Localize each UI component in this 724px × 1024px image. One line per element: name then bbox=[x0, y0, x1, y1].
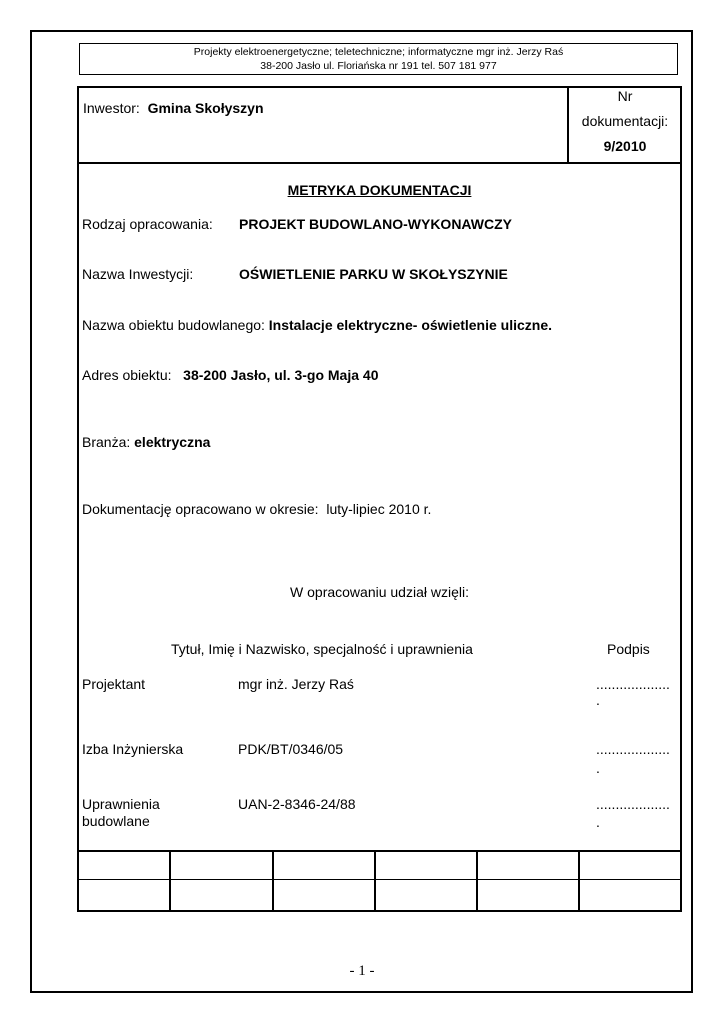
grid-column-divider bbox=[374, 850, 376, 911]
participant-role: Izba Inżynierska bbox=[82, 741, 184, 757]
participant-value: UAN-2-8346-24/88 bbox=[238, 796, 356, 812]
participant-role-line1: Uprawnienia bbox=[82, 796, 160, 812]
doc-number-value: 9/2010 bbox=[603, 138, 647, 154]
address-value: 38-200 Jasło, ul. 3-go Maja 40 bbox=[183, 367, 379, 383]
grid-column-divider bbox=[578, 850, 580, 911]
grid-column-divider bbox=[169, 850, 171, 911]
investor-label: Inwestor: bbox=[83, 100, 140, 116]
object-value: Instalacje elektryczne- oświetlenie uliczne. bbox=[268, 317, 553, 333]
grid-line-middle bbox=[77, 879, 682, 880]
address-field bbox=[82, 367, 378, 383]
signature-dots: ................... bbox=[596, 676, 670, 692]
address-label: Adres obiektu: bbox=[82, 367, 172, 383]
grid-column-divider bbox=[476, 850, 478, 911]
signature-dots: ................... bbox=[596, 741, 670, 757]
investor-row-divider bbox=[77, 162, 682, 164]
company-header bbox=[79, 43, 678, 75]
company-header-line1: Projekty elektroenergetyczne; teletechniczne; informatyczne mgr inż. Jerzy Raś bbox=[193, 46, 564, 58]
participant-value: mgr inż. Jerzy Raś bbox=[238, 676, 354, 692]
investment-label: Nazwa Inwestycji: bbox=[82, 266, 194, 282]
investor-value: Gmina Skołyszyn bbox=[147, 100, 264, 116]
doc-number-label-line2: dokumentacji: bbox=[581, 113, 669, 129]
signature-dot: . bbox=[596, 692, 600, 708]
period-label: Dokumentację opracowano w okresie: bbox=[82, 501, 319, 517]
company-header-line2: 38-200 Jasło ul. Floriańska nr 191 tel. 507 181 977 bbox=[260, 60, 497, 72]
branch-field bbox=[82, 434, 210, 450]
type-value: PROJEKT BUDOWLANO-WYKONAWCZY bbox=[239, 216, 512, 232]
branch-label: Branża: bbox=[82, 434, 131, 450]
participants-heading: W opracowaniu udział wzięli: bbox=[290, 584, 469, 600]
branch-value: elektryczna bbox=[134, 434, 211, 450]
investor-field bbox=[83, 100, 264, 116]
period-field bbox=[82, 501, 431, 517]
signature-dot: . bbox=[596, 814, 600, 830]
participant-role: Projektant bbox=[82, 676, 146, 692]
investment-value: OŚWIETLENIE PARKU W SKOŁYSZYNIE bbox=[239, 266, 508, 282]
doc-number-label-line1: Nr bbox=[617, 88, 633, 104]
column-header-person: Tytuł, Imię i Nazwisko, specjalność i uprawnienia bbox=[171, 641, 473, 657]
grid-column-divider bbox=[272, 850, 274, 911]
page-number: - 1 - bbox=[349, 963, 375, 979]
object-field bbox=[82, 317, 552, 333]
participant-value: PDK/BT/0346/05 bbox=[238, 741, 344, 757]
column-header-signature: Podpis bbox=[607, 641, 650, 657]
signature-dot: . bbox=[596, 760, 600, 776]
signature-dots: ................... bbox=[596, 796, 670, 812]
type-label: Rodzaj opracowania: bbox=[82, 216, 213, 232]
document-table bbox=[77, 86, 682, 912]
grid-line-top bbox=[77, 850, 682, 852]
period-value: luty-lipiec 2010 r. bbox=[326, 501, 432, 517]
participant-role-line2: budowlane bbox=[82, 813, 150, 829]
object-label: Nazwa obiektu budowlanego: bbox=[82, 317, 265, 333]
document-title: METRYKA DOKUMENTACJI bbox=[287, 182, 472, 198]
